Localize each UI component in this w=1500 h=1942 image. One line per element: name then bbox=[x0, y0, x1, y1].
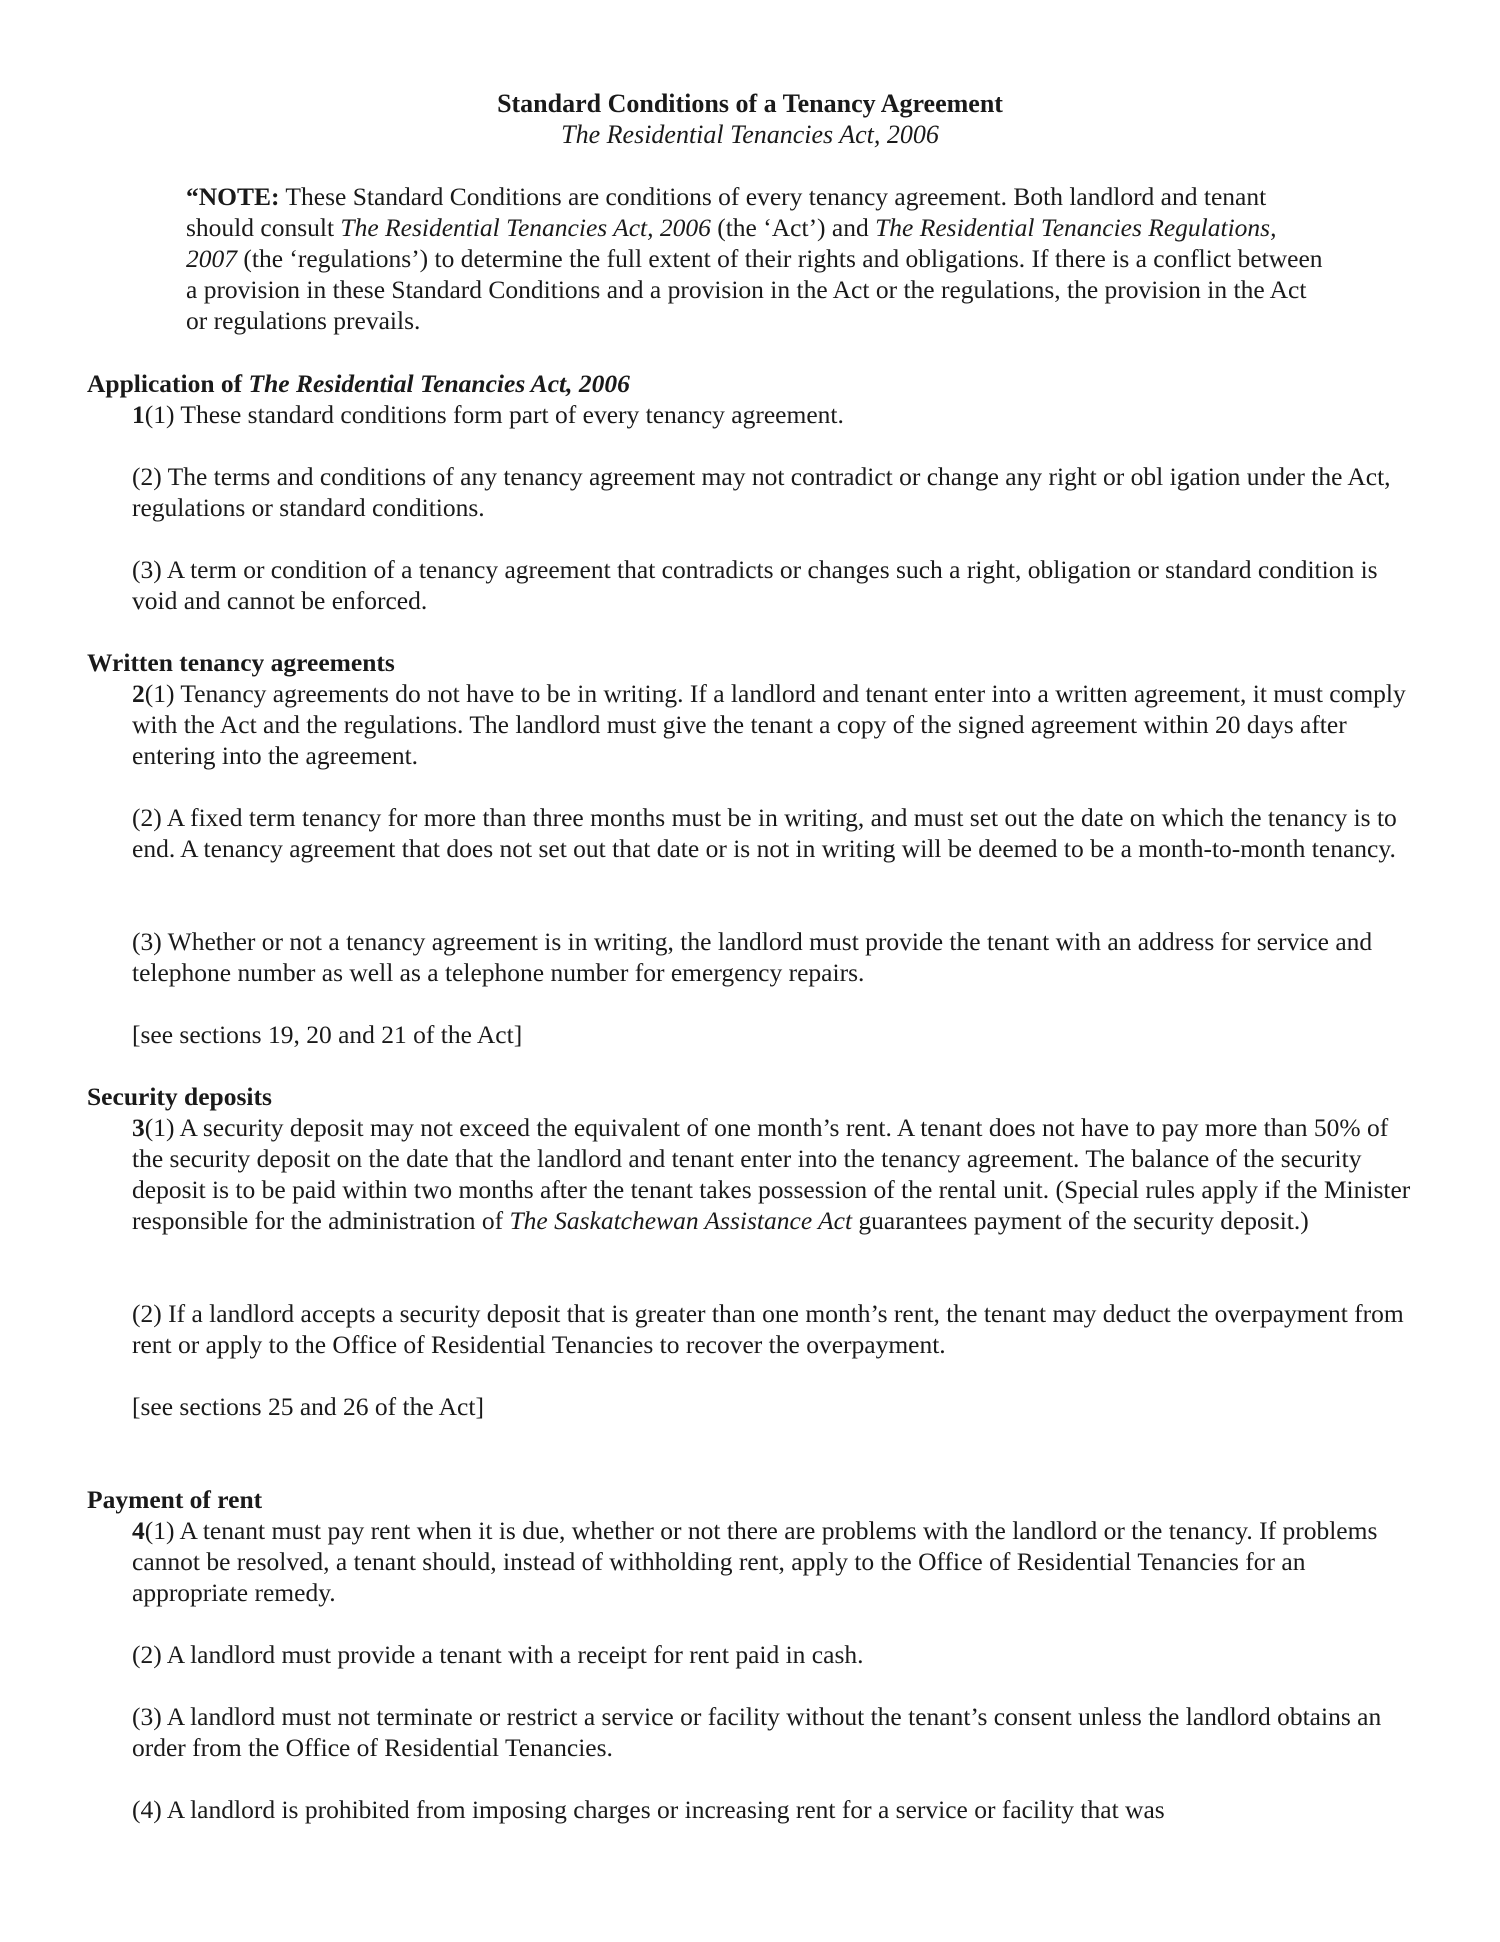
section-2-para-1 bbox=[132, 678, 1414, 771]
section-1-para-2: (2) The terms and conditions of any tenancy agreement may not contradict or change any right or obl igation under the Act, regulations or standard conditions. bbox=[132, 462, 1391, 522]
document-subtitle: The Residential Tenancies Act, 2006 bbox=[561, 120, 939, 149]
note-regulations-title: The Residential Tenancies Regulations, 2007 bbox=[186, 213, 1277, 273]
section-4-para-4: (4) A landlord is prohibited from imposing charges or increasing rent for a service or facility that was bbox=[132, 1795, 1165, 1824]
section-number: 3 bbox=[132, 1113, 145, 1142]
note-paragraph bbox=[186, 181, 1326, 336]
section-2-para-3: (3) Whether or not a tenancy agreement is in writing, the landlord must provide the tenant with an address for service and telephone number as well as a telephone number for emergency repairs. bbox=[132, 927, 1373, 987]
para-tail: guarantees payment of the security deposit.) bbox=[852, 1206, 1309, 1235]
heading-application-act: The Residential Tenancies Act, 2006 bbox=[248, 369, 630, 398]
section-1-para-1 bbox=[132, 399, 1414, 430]
title-block bbox=[0, 88, 1500, 150]
heading-written-agreements: Written tenancy agreements bbox=[87, 648, 395, 677]
heading-application-prefix: Application of bbox=[87, 369, 249, 398]
note-act-title: The Residential Tenancies Act, 2006 bbox=[340, 213, 711, 242]
section-number: 4 bbox=[132, 1516, 145, 1545]
note-text-2: (the ‘Act’) and bbox=[710, 213, 876, 242]
heading-security-deposits: Security deposits bbox=[87, 1082, 272, 1111]
section-3-reference: [see sections 25 and 26 of the Act] bbox=[132, 1392, 484, 1421]
section-4-para-3: (3) A landlord must not terminate or restrict a service or facility without the tenant’s consent unless the landlord obtains an order from the Office of Residential Tenancies. bbox=[132, 1702, 1382, 1762]
section-3-para-2: (2) If a landlord accepts a security deposit that is greater than one month’s rent, the tenant may deduct the overpayment from rent or apply to the Office of Residential Tenancies to recover the overpayment. bbox=[132, 1299, 1404, 1359]
section-1-para-3: (3) A term or condition of a tenancy agreement that contradicts or changes such a right, obligation or standard condition is void and cannot be enforced. bbox=[132, 555, 1378, 615]
para-text: (1) These standard conditions form part of every tenancy agreement. bbox=[144, 400, 844, 429]
heading-payment-of-rent: Payment of rent bbox=[87, 1485, 263, 1514]
para-text: (1) Tenancy agreements do not have to be in writing. If a landlord and tenant enter into a written agreement, it must comply with the Act and the regulations. The landlord must give the tenant a copy of the signed agreement within 20 days after entering into the agreement. bbox=[132, 679, 1406, 770]
section-3-para-1 bbox=[132, 1112, 1414, 1236]
section-4-para-1 bbox=[132, 1515, 1414, 1608]
section-4-para-2: (2) A landlord must provide a tenant with a receipt for rent paid in cash. bbox=[132, 1640, 864, 1669]
saskatchewan-assistance-act: The Saskatchewan Assistance Act bbox=[509, 1206, 853, 1235]
note-text-1: These Standard Conditions are conditions of every tenancy agreement. Both landlord and tenant should consult bbox=[186, 182, 1267, 242]
para-text: (1) A security deposit may not exceed the equivalent of one month’s rent. A tenant does not have to pay more than 50% of the security deposit on the date that the landlord and tenant enter into the tenancy agreement. The balance of the security deposit is to be paid within two months after the tenant takes possession of the rental unit. (Special rules apply if the Minister responsible for the administration of bbox=[132, 1113, 1411, 1235]
section-number: 1 bbox=[132, 400, 145, 429]
note-label: “NOTE: bbox=[186, 182, 280, 211]
section-number: 2 bbox=[132, 679, 145, 708]
section-2-para-2: (2) A fixed term tenancy for more than three months must be in writing, and must set out the date on which the tenancy is to end. A tenancy agreement that does not set out that date or is not in writing will be deemed to be a month-to-month tenancy. bbox=[132, 803, 1397, 863]
para-text: (1) A tenant must pay rent when it is due, whether or not there are problems with the landlord or the tenancy. If problems cannot be resolved, a tenant should, instead of withholding rent, apply to the Office of Residential Tenancies for an appropriate remedy. bbox=[132, 1516, 1378, 1607]
note-text-3: (the ‘regulations’) to determine the full extent of their rights and obligations. If there is a conflict between a provision in these Standard Conditions and a provision in the Act or the regulations, the provision in the Act or regulations prevails. bbox=[186, 244, 1323, 335]
heading-application bbox=[87, 368, 630, 399]
section-2-reference: [see sections 19, 20 and 21 of the Act] bbox=[132, 1020, 523, 1049]
document-title: Standard Conditions of a Tenancy Agreement bbox=[497, 89, 1003, 118]
